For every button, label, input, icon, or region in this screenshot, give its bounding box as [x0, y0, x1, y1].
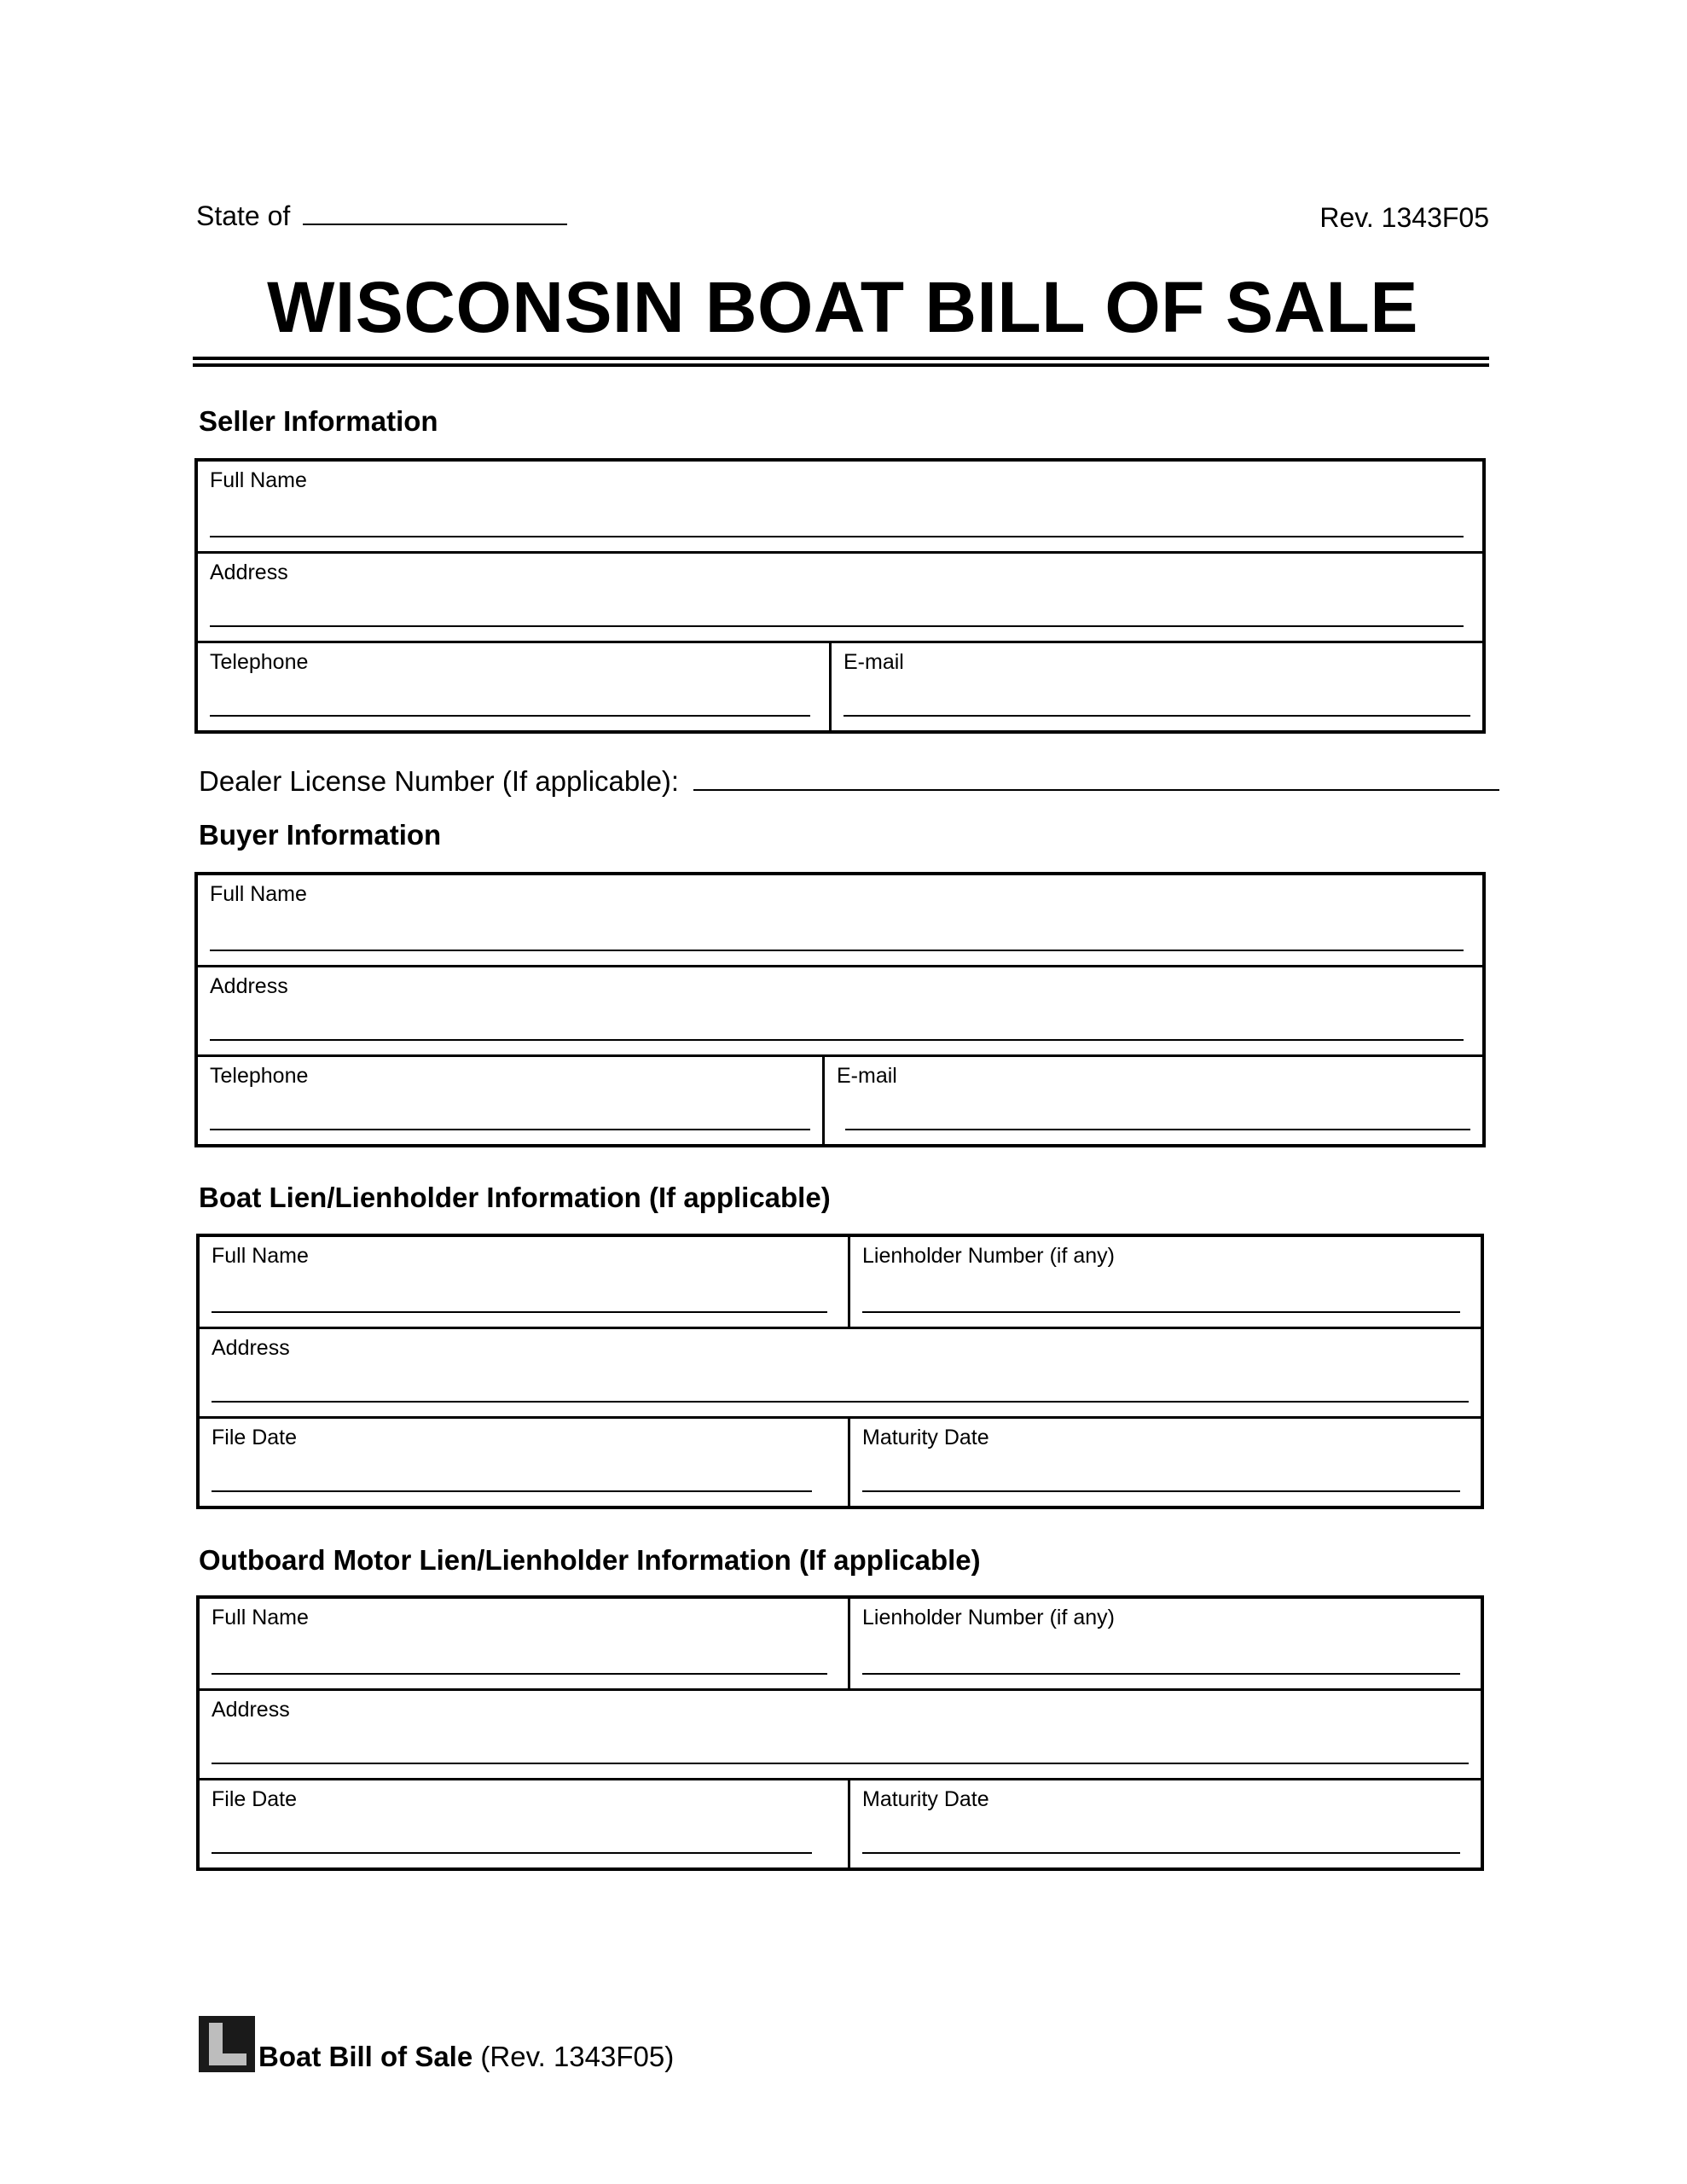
field-label: Telephone [210, 1064, 309, 1088]
dealer-license-field [199, 765, 1499, 798]
title-divider-top [193, 357, 1489, 360]
input-line[interactable] [212, 1852, 812, 1854]
input-line[interactable] [844, 715, 1470, 717]
field-label: Lienholder Number (if any) [862, 1244, 1115, 1268]
footer-revision: (Rev. 1343F05) [480, 2041, 675, 2072]
field-label: Address [212, 1336, 290, 1360]
buyer-email-field[interactable] [825, 1057, 1482, 1144]
input-line[interactable] [845, 1129, 1470, 1130]
input-line[interactable] [212, 1763, 1469, 1764]
input-line[interactable] [862, 1311, 1460, 1313]
seller-info-box [194, 458, 1486, 734]
boat-lienholder-number-field[interactable] [850, 1237, 1481, 1327]
input-line[interactable] [210, 1039, 1464, 1041]
field-label: Full Name [210, 882, 307, 906]
buyer-telephone-field[interactable] [198, 1057, 825, 1144]
boat-lien-file-date-field[interactable] [200, 1419, 850, 1506]
field-label: File Date [212, 1426, 298, 1449]
buyer-address-field[interactable] [198, 967, 1482, 1054]
buyer-name-field[interactable] [198, 875, 1482, 965]
seller-name-row [198, 462, 1482, 551]
motor-lien-section-heading: Outboard Motor Lien/Lienholder Information (If applicable) [199, 1544, 981, 1576]
field-label: Full Name [212, 1244, 309, 1268]
buyer-address-row [198, 965, 1482, 1054]
dealer-license-line[interactable] [693, 767, 1499, 791]
field-label: Lienholder Number (if any) [862, 1606, 1115, 1629]
dealer-license-label: Dealer License Number (If applicable): [199, 765, 680, 797]
buyer-name-row [198, 875, 1482, 965]
buyer-info-box [194, 872, 1486, 1147]
footer-caption [258, 2042, 674, 2071]
boat-lien-address-row [200, 1327, 1481, 1416]
buyer-section-heading: Buyer Information [199, 819, 442, 851]
input-line[interactable] [210, 625, 1464, 627]
title-divider-bottom [193, 363, 1489, 367]
field-label: E-mail [844, 650, 904, 674]
buyer-contact-row [198, 1054, 1482, 1144]
seller-contact-row [198, 641, 1482, 730]
field-label: Full Name [210, 468, 307, 492]
input-line[interactable] [862, 1673, 1460, 1675]
input-line[interactable] [862, 1490, 1460, 1492]
field-label: E-mail [837, 1064, 897, 1088]
footer-doc-name: Boat Bill of Sale [258, 2041, 473, 2072]
seller-address-row [198, 551, 1482, 641]
boat-lien-dates-row [200, 1416, 1481, 1506]
motor-lien-file-date-field[interactable] [200, 1780, 850, 1867]
boat-lien-name-field[interactable] [200, 1237, 850, 1327]
input-line[interactable] [210, 950, 1464, 951]
seller-name-field[interactable] [198, 462, 1482, 551]
boat-lien-section-heading: Boat Lien/Lienholder Information (If applicable) [199, 1182, 831, 1213]
boat-lien-name-row [200, 1237, 1481, 1327]
field-label: Full Name [212, 1606, 309, 1629]
field-label: Address [210, 974, 288, 998]
input-line[interactable] [210, 715, 810, 717]
motor-lienholder-number-field[interactable] [850, 1599, 1481, 1688]
motor-lien-info-box [196, 1595, 1484, 1871]
motor-lien-name-field[interactable] [200, 1599, 850, 1688]
motor-lien-name-row [200, 1599, 1481, 1688]
seller-section-heading: Seller Information [199, 405, 438, 437]
field-label: Telephone [210, 650, 309, 674]
motor-lien-address-row [200, 1688, 1481, 1778]
motor-lien-address-field[interactable] [200, 1691, 1481, 1778]
input-line[interactable] [210, 1129, 810, 1130]
input-line[interactable] [212, 1401, 1469, 1403]
boat-lien-info-box [196, 1234, 1484, 1509]
field-label: Address [212, 1698, 290, 1722]
input-line[interactable] [210, 536, 1464, 537]
revision-number: Rev. 1343F05 [1319, 202, 1489, 233]
boat-lien-maturity-date-field[interactable] [850, 1419, 1481, 1506]
input-line[interactable] [212, 1311, 827, 1313]
motor-lien-dates-row [200, 1778, 1481, 1867]
field-label: Maturity Date [862, 1426, 989, 1449]
motor-lien-maturity-date-field[interactable] [850, 1780, 1481, 1867]
document-footer [199, 2016, 674, 2072]
field-label: Maturity Date [862, 1787, 989, 1811]
legal-templates-logo-icon [199, 2016, 255, 2072]
input-line[interactable] [862, 1852, 1460, 1854]
boat-lien-address-field[interactable] [200, 1329, 1481, 1416]
input-line[interactable] [212, 1490, 812, 1492]
seller-telephone-field[interactable] [198, 643, 832, 730]
state-field [196, 200, 567, 232]
document-header [196, 200, 1489, 238]
field-label: Address [210, 561, 288, 584]
state-blank-line[interactable] [303, 203, 567, 225]
state-label: State of [196, 200, 291, 231]
seller-email-field[interactable] [832, 643, 1482, 730]
input-line[interactable] [212, 1673, 827, 1675]
document-title: WISCONSIN BOAT BILL OF SALE [267, 267, 1418, 347]
field-label: File Date [212, 1787, 298, 1811]
seller-address-field[interactable] [198, 554, 1482, 641]
